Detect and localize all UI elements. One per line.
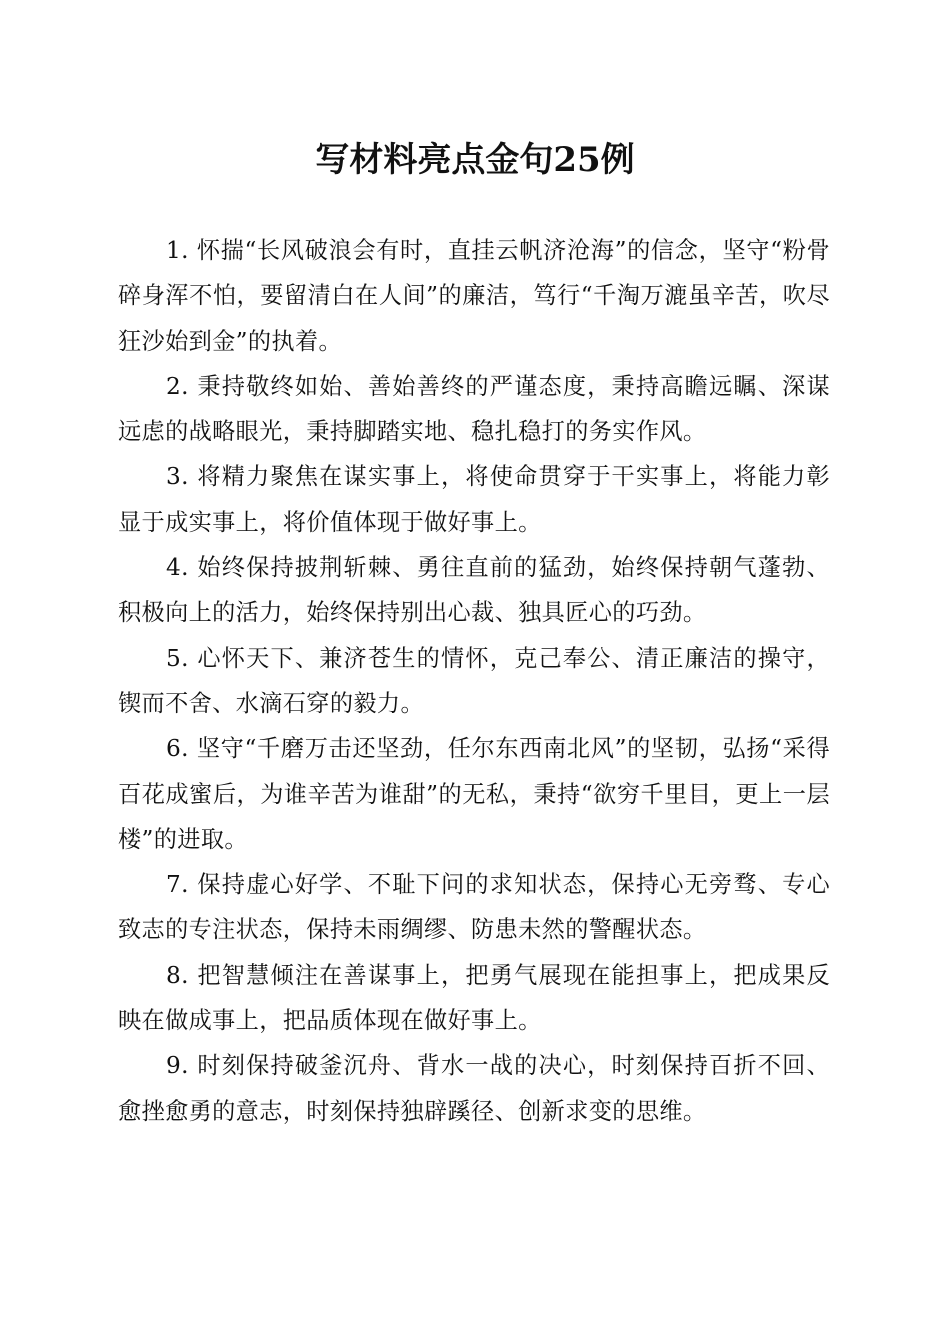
- paragraph-5: 5. 心怀天下、兼济苍生的情怀，克己奉公、清正廉洁的操守，锲而不舍、水滴石穿的毅力。: [118, 644, 830, 717]
- document-body: [118, 228, 830, 1134]
- paragraph-6: 6. 坚守“千磨万击还坚劲，任尔东西南北风”的坚韧，弘扬“采得百花成蜜后，为谁辛苦为谁甜”的无私，秉持“欲穷千里目，更上一层楼”的进取。: [118, 735, 830, 853]
- document-title: 写材料亮点金句25例: [315, 140, 635, 180]
- paragraph-4: 4. 始终保持披荆斩棘、勇往直前的猛劲，始终保持朝气蓬勃、积极向上的活力，始终保持别出心裁、独具匠心的巧劲。: [118, 554, 830, 627]
- paragraph-8: 8. 把智慧倾注在善谋事上，把勇气展现在能担事上，把成果反映在做成事上，把品质体现在做好事上。: [118, 961, 830, 1035]
- paragraph-1: 1. 怀揣“长风破浪会有时，直挂云帆济沧海”的信念，坚守“粉骨碎身浑不怕，要留清白在人间”的廉洁，笃行“千淘万漉虽辛苦，吹尽狂沙始到金”的执着。: [118, 237, 830, 355]
- paragraph-7: 7. 保持虚心好学、不耻下问的求知状态，保持心无旁骛、专心致志的专注状态，保持未雨绸缪、防患未然的警醒状态。: [118, 871, 830, 944]
- paragraph-2: 2. 秉持敬终如始、善始善终的严谨态度，秉持高瞻远瞩、深谋远虑的战略眼光，秉持脚踏实地、稳扎稳打的务实作风。: [118, 372, 830, 446]
- paragraph-9: 9. 时刻保持破釜沉舟、背水一战的决心，时刻保持百折不回、愈挫愈勇的意志，时刻保持独辟蹊径、创新求变的思维。: [118, 1052, 830, 1125]
- paragraph-3: 3. 将精力聚焦在谋实事上，将使命贯穿于干实事上，将能力彰显于成实事上，将价值体现于做好事上。: [118, 463, 830, 536]
